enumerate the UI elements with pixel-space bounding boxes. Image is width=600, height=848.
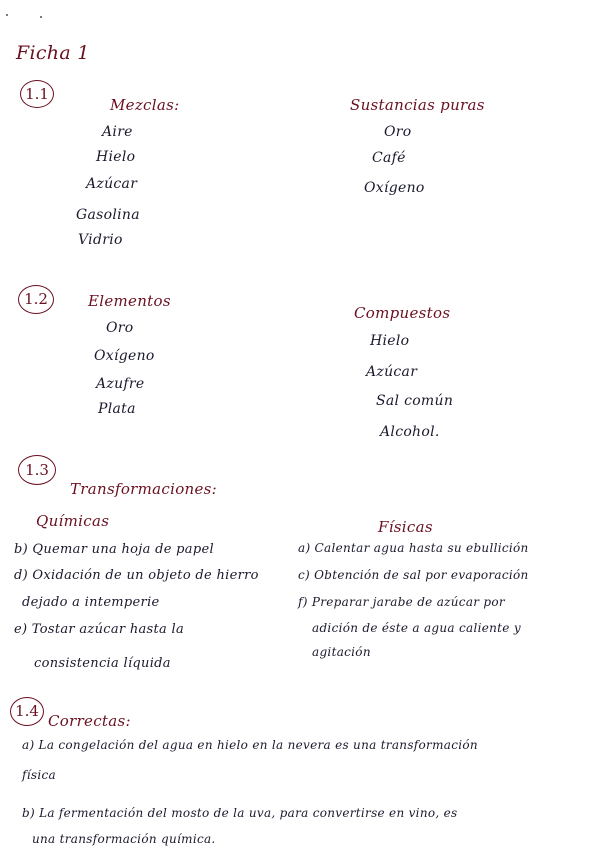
sheet-title: Ficha 1 (16, 42, 90, 64)
sustancias-item: Oro (384, 124, 412, 140)
fisicas-line: c) Obtención de sal por evaporación (298, 568, 529, 582)
mezclas-item: Aire (102, 124, 133, 140)
section-1-1-number: 1.1 (20, 80, 54, 108)
quimicas-line: e) Tostar azúcar hasta la (14, 622, 185, 637)
compuestos-item: Azúcar (366, 364, 418, 380)
quimicas-line: dejado a intemperie (22, 595, 160, 610)
compuestos-item: Hielo (370, 333, 410, 349)
quimicas-title: Químicas (36, 512, 110, 530)
quimicas-line: consistencia líquida (34, 656, 171, 671)
mezclas-item: Gasolina (76, 207, 140, 223)
elementos-title: Elementos (88, 292, 171, 310)
compuestos-item: Sal común (376, 393, 454, 409)
correctas-line: a) La congelación del agua en hielo en la nevera es una transformación (22, 738, 478, 752)
compuestos-title: Compuestos (354, 304, 451, 322)
quimicas-line: b) Quemar una hoja de papel (14, 542, 214, 557)
fisicas-line: adición de éste a agua caliente y (312, 621, 521, 635)
section-1-2-number: 1.2 (18, 285, 54, 314)
transformaciones-title: Transformaciones: (70, 480, 218, 498)
fisicas-title: Físicas (378, 518, 433, 536)
correctas-line: una transformación química. (32, 832, 216, 846)
compuestos-item: Alcohol. (380, 424, 440, 440)
elementos-item: Oro (106, 320, 134, 336)
elementos-item: Plata (98, 401, 136, 417)
sustancias-item: Oxígeno (364, 180, 425, 196)
section-1-3-number: 1.3 (18, 455, 56, 485)
mezclas-item: Azúcar (86, 176, 138, 192)
sustancias-title: Sustancias puras (350, 96, 485, 114)
mezclas-item: Vidrio (78, 232, 123, 248)
elementos-item: Oxígeno (94, 348, 155, 364)
fisicas-line: a) Calentar agua hasta su ebullición (298, 541, 529, 555)
stray-mark (6, 14, 8, 16)
sustancias-item: Café (372, 150, 406, 166)
correctas-line: b) La fermentación del mosto de la uva, para convertirse en vino, es (22, 806, 458, 820)
elementos-item: Azufre (96, 376, 145, 392)
fisicas-line: f) Preparar jarabe de azúcar por (298, 595, 505, 609)
stray-mark (40, 16, 42, 18)
mezclas-title: Mezclas: (110, 96, 180, 114)
correctas-line: física (22, 768, 56, 782)
correctas-title: Correctas: (48, 712, 131, 730)
section-1-4-number: 1.4 (10, 697, 44, 726)
fisicas-line: agitación (312, 645, 371, 659)
mezclas-item: Hielo (96, 149, 136, 165)
quimicas-line: d) Oxidación de un objeto de hierro (14, 568, 259, 583)
